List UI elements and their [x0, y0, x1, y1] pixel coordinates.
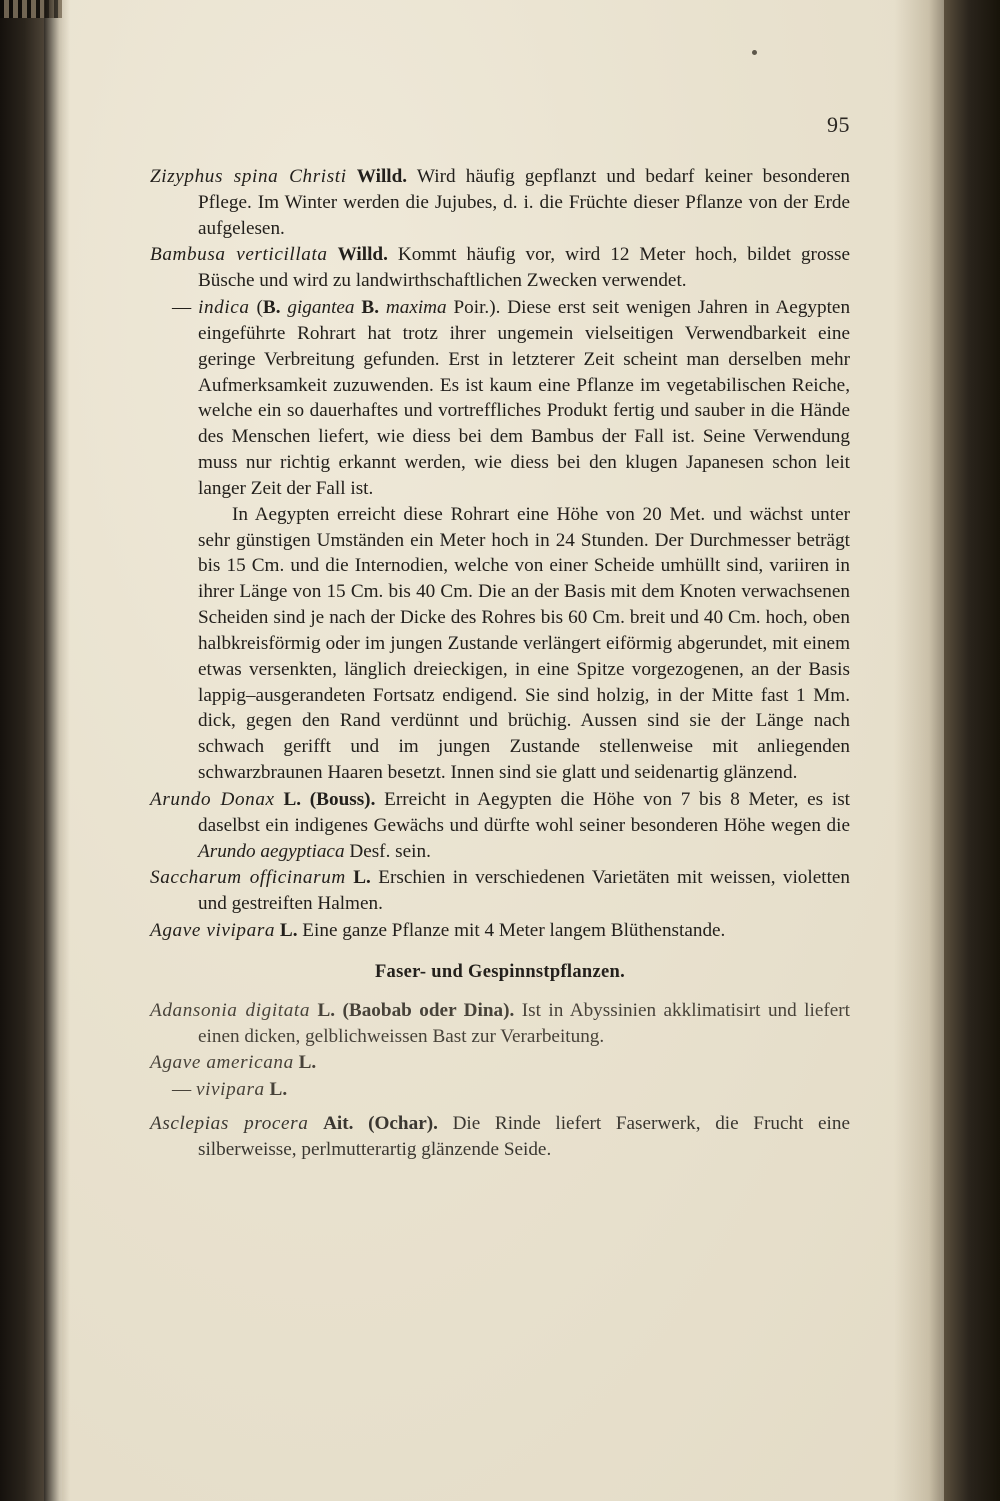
species-name: Zizyphus spina Christi [150, 166, 347, 187]
page-right-edge-shadow [894, 0, 944, 1501]
entry-paragraph [150, 1050, 850, 1076]
entry-paragraph [150, 242, 850, 294]
entry-paragraph [150, 998, 850, 1050]
synonym-open: ( [256, 297, 263, 319]
entry-text: Wird häufig gepflanzt und bedarf keiner besonderen Pflege. Im Winter werden die Jujubes, d. i. die Früchte dieser Pflanze von der Erde aufgelesen. [198, 166, 850, 239]
species-name: indica [198, 297, 250, 319]
entry-text: Die Rinde liefert Faserwerk, die Frucht eine silberweisse, perlmutterartig glänzende Seide. [198, 1113, 850, 1160]
entry-agave-americana-vivipara [150, 1077, 850, 1103]
entry-text: Erschien in verschiedenen Varietäten mit weissen, violetten und gestreiften Halmen. [198, 867, 851, 915]
authority: Willd. [356, 166, 408, 187]
entry-paragraph [150, 865, 851, 917]
spacer [150, 1104, 850, 1111]
ink-speck [752, 50, 757, 55]
authority: L. (Baobab oder Dina). [317, 999, 515, 1021]
scan-right-edge [944, 0, 1000, 1501]
authority: L. [298, 1052, 317, 1074]
text-column [150, 164, 850, 1163]
inline-species-name: Arundo aegyptiaca [198, 840, 345, 862]
entry-text: Diese erst seit wenigen Jahren in Aegypten eingeführte Rohrart hat trotz ihrer ungemein vielseitigen Verwendbarkeit eine geringe Verbreitung gefunden. Erst in letzterer Zeit scheint man derselben mehr Aufmerksamkeit zuzuwenden. Es ist kaum eine Pflanze im vegetabilischen Reiche, welche ein so dauerhaftes und vortreffliches Produkt fertig und sauber in die Hände des Menschen liefert, wie diess bei dem Bambus der Fall ist. Seine Verwendung muss nur richtig erkannt werden, wie diess bei den klugen Japanesen schon leit langer Zeit der Fall ist. [198, 297, 851, 499]
entry-saccharum-officinarum [150, 865, 850, 917]
entry-text: Kommt häufig vor, wird 12 Meter hoch, bildet grosse Büsche und wird zu landwirthschaftlichen Zwecken verwendet. [198, 244, 850, 292]
species-name: Agave americana [150, 1052, 294, 1074]
synonym-genus-2: B. [361, 297, 379, 319]
synonym-epithet-2: maxima [379, 297, 454, 319]
entry-paragraph [150, 787, 851, 864]
entry-paragraph [150, 918, 850, 944]
page-content [150, 112, 850, 1164]
entry-zizyphus-spina-christi [150, 164, 850, 241]
synonym-genus-1: B. [262, 297, 281, 319]
synonym-epithet-1: gigantea [280, 297, 362, 319]
authority: Ait. (Ochar). [323, 1113, 438, 1135]
entry-text-part-2: Desf. sein. [344, 840, 431, 862]
entry-text-part-1: Erreicht in Aegypten die Höhe von 7 bis 8 Meter, es ist daselbst ein indigenes Gewächs und dürfte wohl seiner besonderen Höhe wegen die [198, 788, 851, 836]
entry-paragraph [172, 1077, 850, 1103]
authority: Willd. [337, 244, 388, 266]
entry-agave-americana [150, 1050, 850, 1076]
scan-left-edge [0, 0, 44, 1501]
entry-paragraph-2: In Aegypten erreicht diese Rohrart eine Höhe von 20 Met. und wächst unter sehr günstigen Umständen ein Meter hoch in 24 Stunden. Der Durchmesser beträgt bis 15 Cm. und die Internodien, welche von einer Scheide umhüllt sind, variiren in ihrer Länge von 15 Cm. bis 40 Cm. Die an der Basis mit dem Knoten verwachsenen Scheiden sind je nach der Dicke des Rohres bis 60 Cm. breit und 40 Cm. hoch, oben halbkreisförmig oder im jungen Zustande verlängert eiförmig abgerundet, mit einem etwas versenkten, länglich dreieckigen, in eine Spitze vorgezogenen, an der Basis lappig–ausgerandeten Fortsatz endigend. Sie sind holzig, in der Mitte fast 1 Mm. dick, gegen den Rand verdünnt und brüchig. Aussen sind sie der Länge nach schwach gerifft und im jungen Zustande stellenweise mit anliegenden schwarzbraunen Haaren besetzt. Innen sind sie glatt und seidenartig glänzend. [198, 503, 850, 784]
entry-bambusa-indica [150, 295, 850, 786]
species-name: Asclepias procera [150, 1113, 309, 1135]
species-name: Bambusa verticillata [150, 244, 328, 266]
authority: L. [269, 1079, 288, 1101]
dash-marker: — [172, 1079, 192, 1101]
entry-paragraph [172, 295, 851, 502]
species-name: Adansonia digitata [150, 999, 311, 1021]
page-number: 95 [827, 112, 850, 137]
entry-text: Ist in Abyssinien akklimatisirt und liefert einen dicken, gelblichweissen Bast zur Verarbeitung. [198, 999, 850, 1047]
entry-asclepias-procera [150, 1111, 850, 1163]
entry-arundo-donax [150, 787, 850, 864]
species-name: vivipara [195, 1079, 265, 1101]
species-name: Arundo Donax [150, 788, 275, 810]
entry-adansonia-digitata [150, 998, 850, 1050]
entry-agave-vivipara [150, 918, 850, 944]
synonym-authority: Poir.). [453, 297, 501, 319]
dash-marker: — [172, 297, 192, 319]
species-name: Agave vivipara [150, 920, 276, 942]
entry-bambusa-verticillata [150, 242, 850, 294]
authority: L. [353, 867, 371, 889]
authority: L. [279, 920, 298, 942]
authority: L. (Bouss). [283, 788, 376, 810]
entry-paragraph [150, 164, 850, 241]
entry-paragraph [150, 1111, 850, 1163]
section-heading: Faser- und Gespinnstpflanzen. [374, 961, 626, 982]
book-gutter-shadow [44, 0, 70, 1501]
entry-text: Eine ganze Pflanze mit 4 Meter langem Blüthenstande. [302, 920, 726, 942]
species-name: Saccharum officinarum [150, 867, 346, 889]
